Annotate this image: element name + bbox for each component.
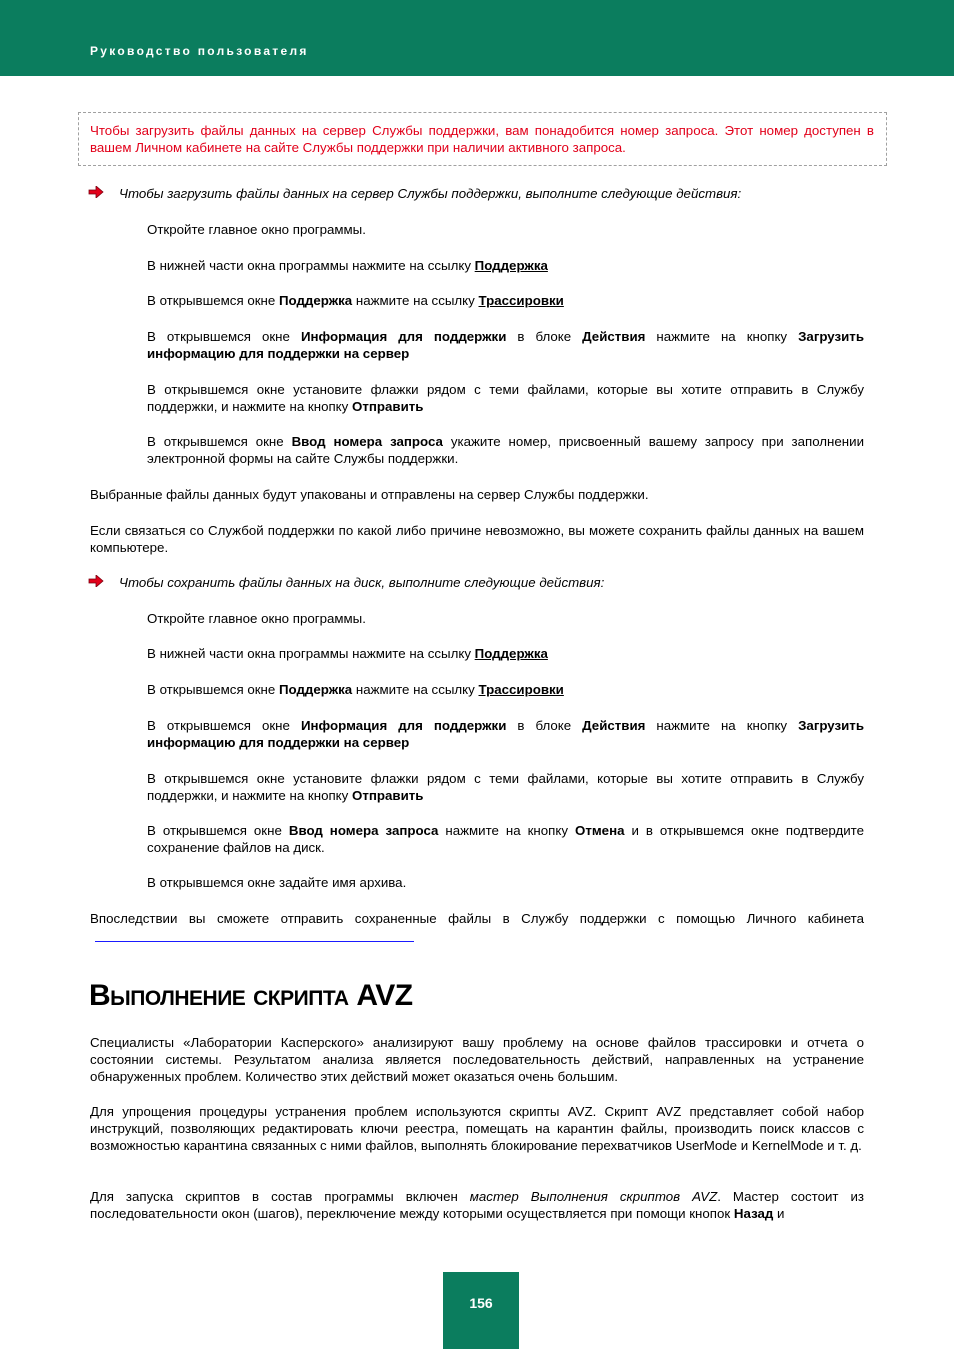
procedure-step: В открывшемся окне Информация для поддержки в блоке Действия нажмите на кнопку Загрузить информацию для поддержки на сервер xyxy=(147,718,864,750)
paragraph: Специалисты «Лаборатории Касперского» анализируют вашу проблему на основе файлов трассировки и отчета о состоянии системы. Результатом анализа является последовательность действий, направленных на устранение обнаруженных проблем. Количество этих действий может оказаться очень большим. xyxy=(90,1035,864,1084)
link-support[interactable]: Поддержка xyxy=(474,646,548,661)
paragraph: Для упрощения процедуры устранения проблем используются скрипты AVZ. Скрипт AVZ представляет собой набор инструкций, позволяющих редактировать ключи реестра, помещать на карантин файлы, производить поиск классов с возможностью карантина связанных с ними файлов, выполнять блокирование перехватчиков UserMode и KernelMode и т. д. xyxy=(90,1104,864,1153)
procedure-step: Откройте главное окно программы. xyxy=(147,611,366,626)
procedure-step: В нижней части окна программы нажмите на ссылку Поддержка xyxy=(147,258,548,273)
procedure-intro: Чтобы сохранить файлы данных на диск, выполните следующие действия: xyxy=(119,575,605,590)
link-traces[interactable]: Трассировки xyxy=(478,293,564,308)
section-heading: Выполнение скрипта AVZ xyxy=(89,979,413,1012)
paragraph: Впоследствии вы сможете отправить сохраненные файлы в Службу поддержки с помощью Личного кабинета xyxy=(90,911,864,926)
paragraph: Выбранные файлы данных будут упакованы и отправлены на сервер Службы поддержки. xyxy=(90,487,649,502)
paragraph: Для запуска скриптов в состав программы включен мастер Выполнения скриптов AVZ. Мастер состоит из последовательности окон (шагов), переключение между которыми осуществляется при помощи кнопок Назад и xyxy=(90,1189,864,1221)
procedure-step: В открывшемся окне Ввод номера запроса укажите номер, присвоенный вашему запросу при заполнении электронной формы на сайте Службы поддержки. xyxy=(147,434,864,466)
procedure-step: В открывшемся окне Ввод номера запроса нажмите на кнопку Отмена и в открывшемся окне подтвердите сохранение файлов на диск. xyxy=(147,823,864,855)
procedure-step: В открывшемся окне Поддержка нажмите на ссылку Трассировки xyxy=(147,293,564,308)
page-header xyxy=(0,0,954,76)
procedure-step: В открывшемся окне установите флажки рядом с теми файлами, которые вы хотите отправить в Службу поддержки, и нажмите на кнопку Отправить xyxy=(147,771,864,803)
procedure-intro: Чтобы загрузить файлы данных на сервер Службы поддержки, выполните следующие действия: xyxy=(119,186,742,201)
procedure-step: В открывшемся окне установите флажки рядом с теми файлами, которые вы хотите отправить в Службу поддержки, и нажмите на кнопку Отправить xyxy=(147,382,864,414)
link-traces[interactable]: Трассировки xyxy=(478,682,564,697)
paragraph: Если связаться со Службой поддержки по какой либо причине невозможно, вы можете сохранить файлы данных на вашем компьютере. xyxy=(90,523,864,555)
link-underline[interactable] xyxy=(95,941,414,942)
header-title: Руководство пользователя xyxy=(90,44,309,58)
procedure-step: В нижней части окна программы нажмите на ссылку Поддержка xyxy=(147,646,548,661)
note-box: Чтобы загрузить файлы данных на сервер Службы поддержки, вам понадобится номер запроса. Этот номер доступен в вашем Личном кабинете на сайте Службы поддержки при наличии активного запроса. xyxy=(78,112,887,166)
procedure-step: В открывшемся окне Поддержка нажмите на ссылку Трассировки xyxy=(147,682,564,697)
procedure-step: Откройте главное окно программы. xyxy=(147,222,366,237)
procedure-step: В открывшемся окне Информация для поддержки в блоке Действия нажмите на кнопку Загрузить информацию для поддержки на сервер xyxy=(147,329,864,361)
page-number: 156 xyxy=(443,1272,519,1349)
procedure-step: В открывшемся окне задайте имя архива. xyxy=(147,875,407,890)
link-support[interactable]: Поддержка xyxy=(474,258,548,273)
